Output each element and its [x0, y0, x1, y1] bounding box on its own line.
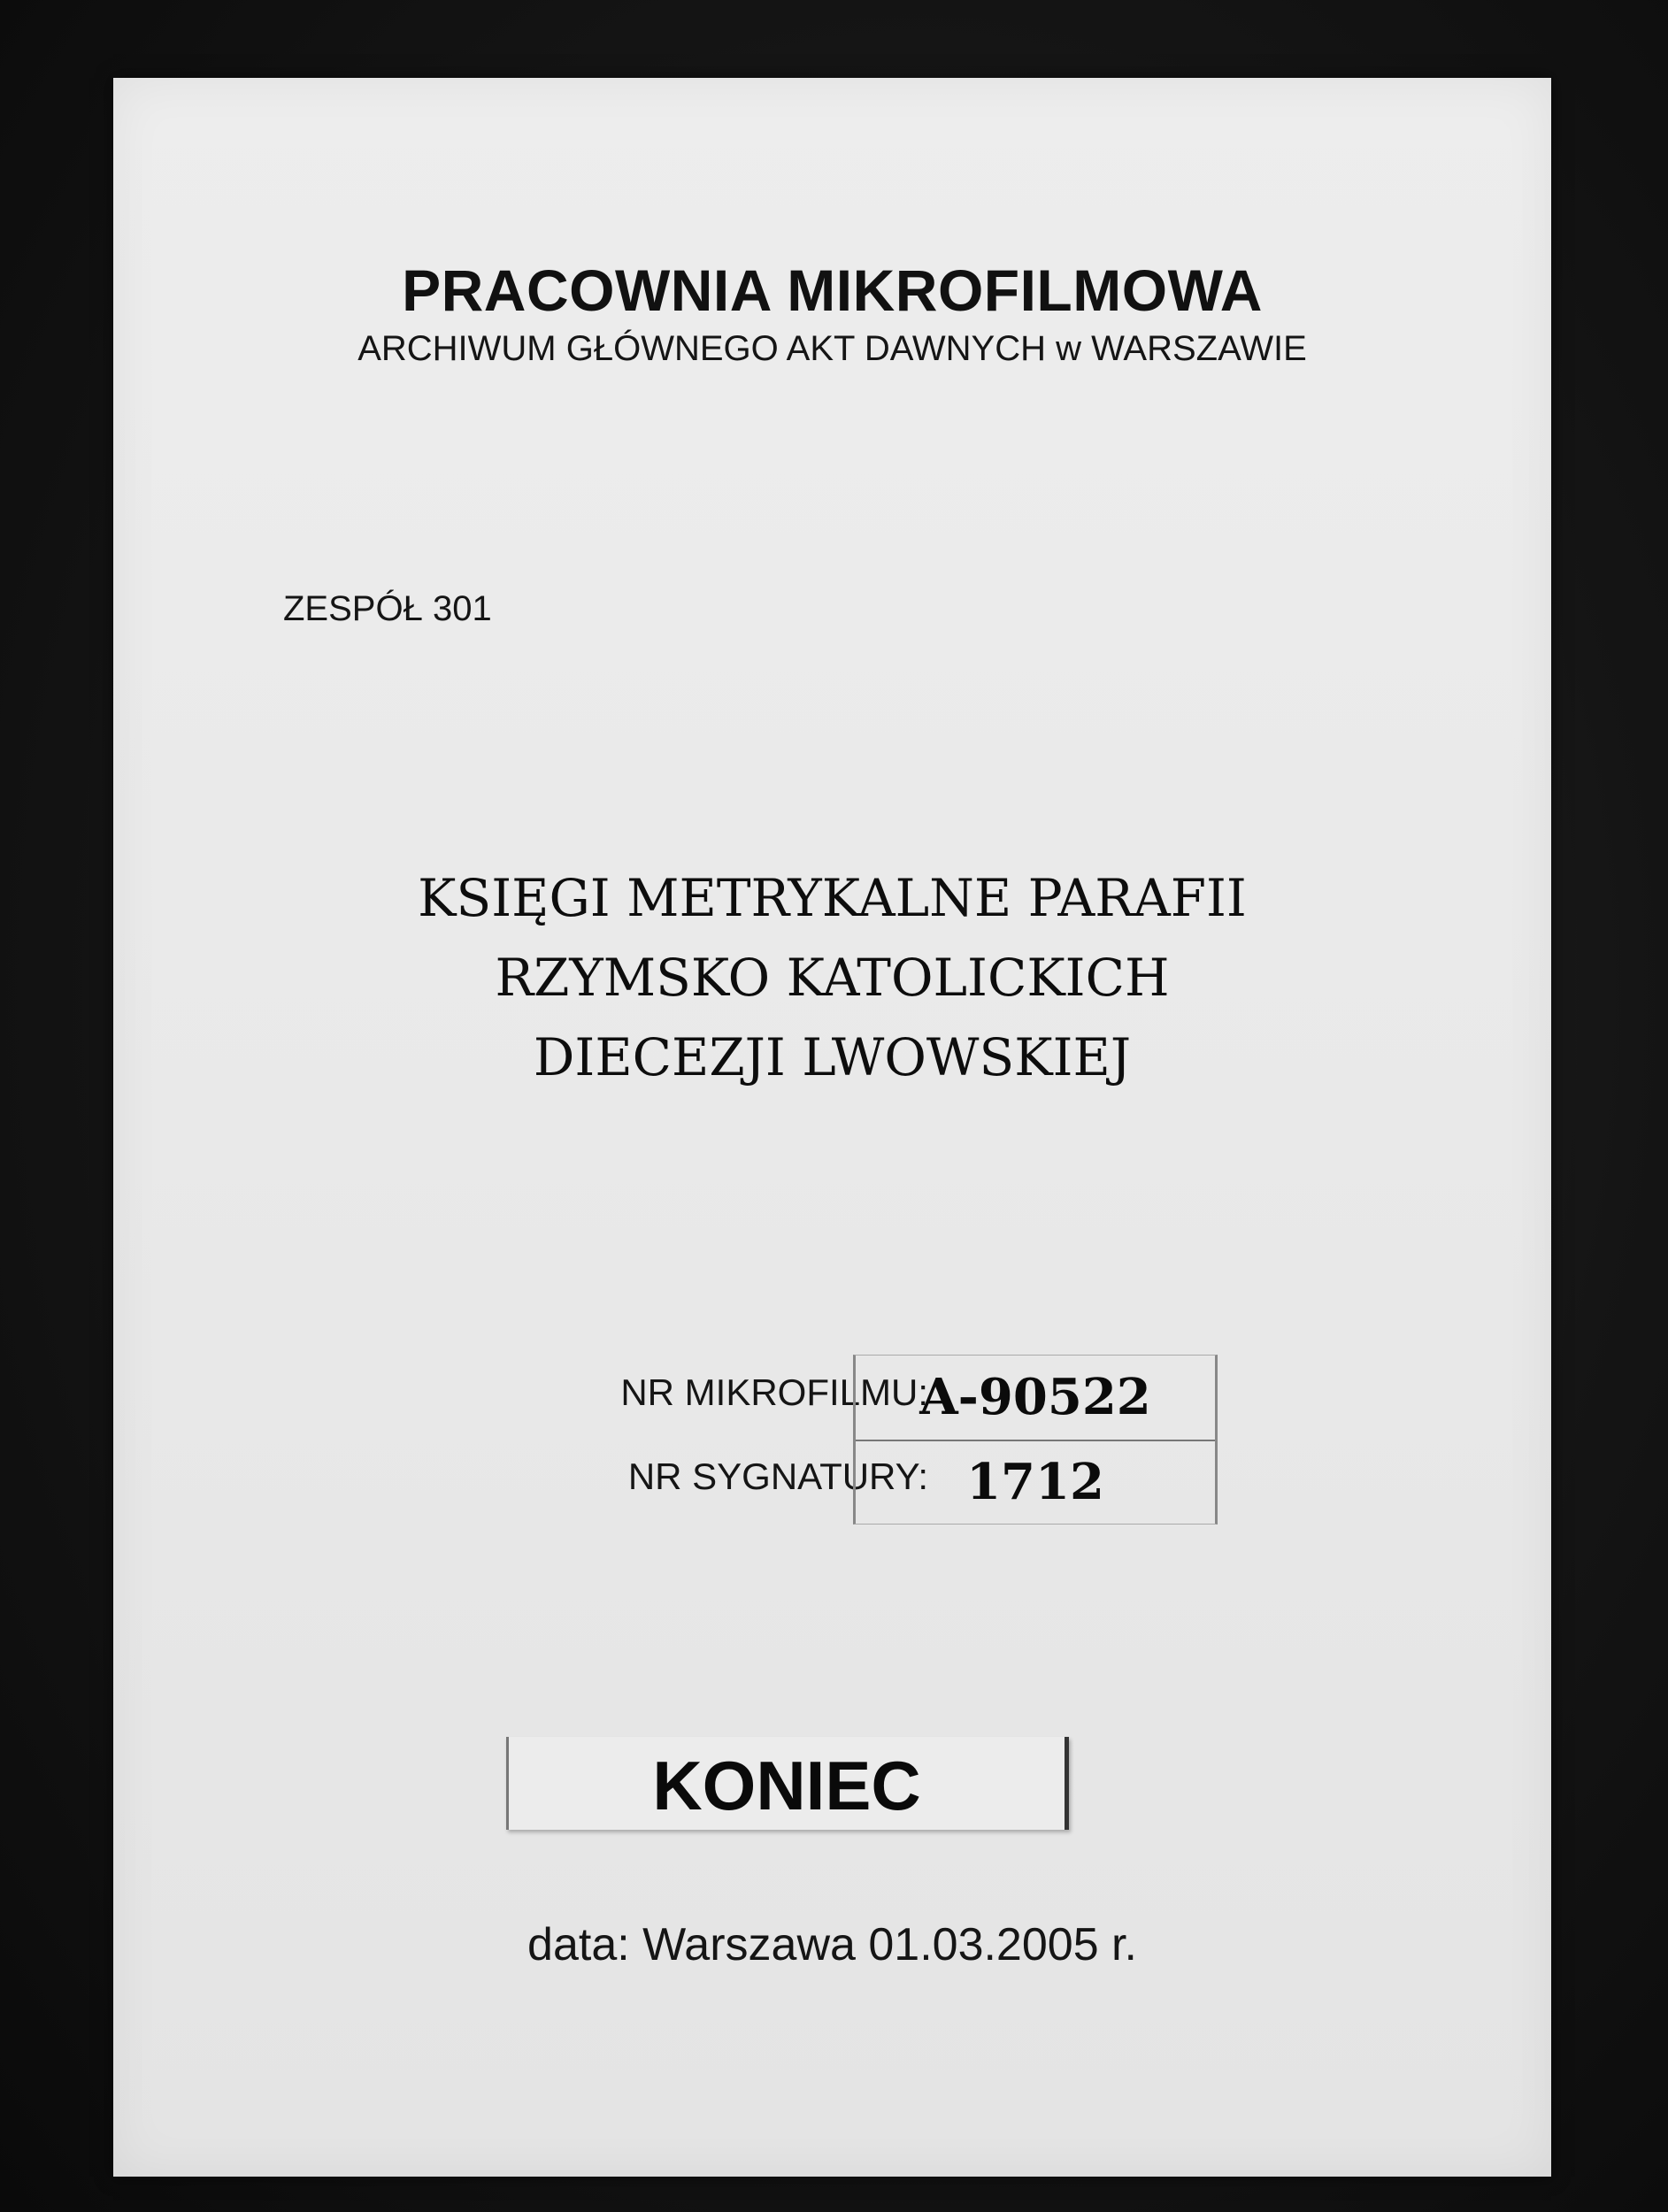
date-line: data: Warszawa 01.03.2005 r.	[527, 1919, 1137, 1970]
header-subtitle: ARCHIWUM GŁÓWNEGO AKT DAWNYCH w WARSZAWIE	[357, 329, 1307, 368]
header-title: PRACOWNIA MIKROFILMOWA	[402, 257, 1263, 323]
identifier-box	[853, 1355, 1218, 1525]
signature-value: 1712	[966, 1453, 1104, 1511]
end-label: KONIEC	[652, 1747, 921, 1824]
collection-title-line: KSIĘGI METRYKALNE PARAFII	[418, 868, 1247, 928]
end-label-box	[506, 1737, 1069, 1830]
collection-title-line: RZYMSKO KATOLICKICH	[495, 948, 1170, 1008]
collection-title-line: DIECEZJI LWOWSKIEJ	[533, 1027, 1132, 1087]
collection-title	[113, 858, 1551, 1097]
microfilm-value: A-90522	[919, 1368, 1151, 1426]
microfilm-label: NR MIKROFILMU:	[620, 1371, 928, 1413]
field-divider	[856, 1440, 1215, 1441]
signature-label: NR SYGNATURY:	[627, 1455, 928, 1497]
document-sheet	[113, 78, 1551, 2177]
fonds-number: ZESPÓŁ 301	[283, 589, 492, 628]
